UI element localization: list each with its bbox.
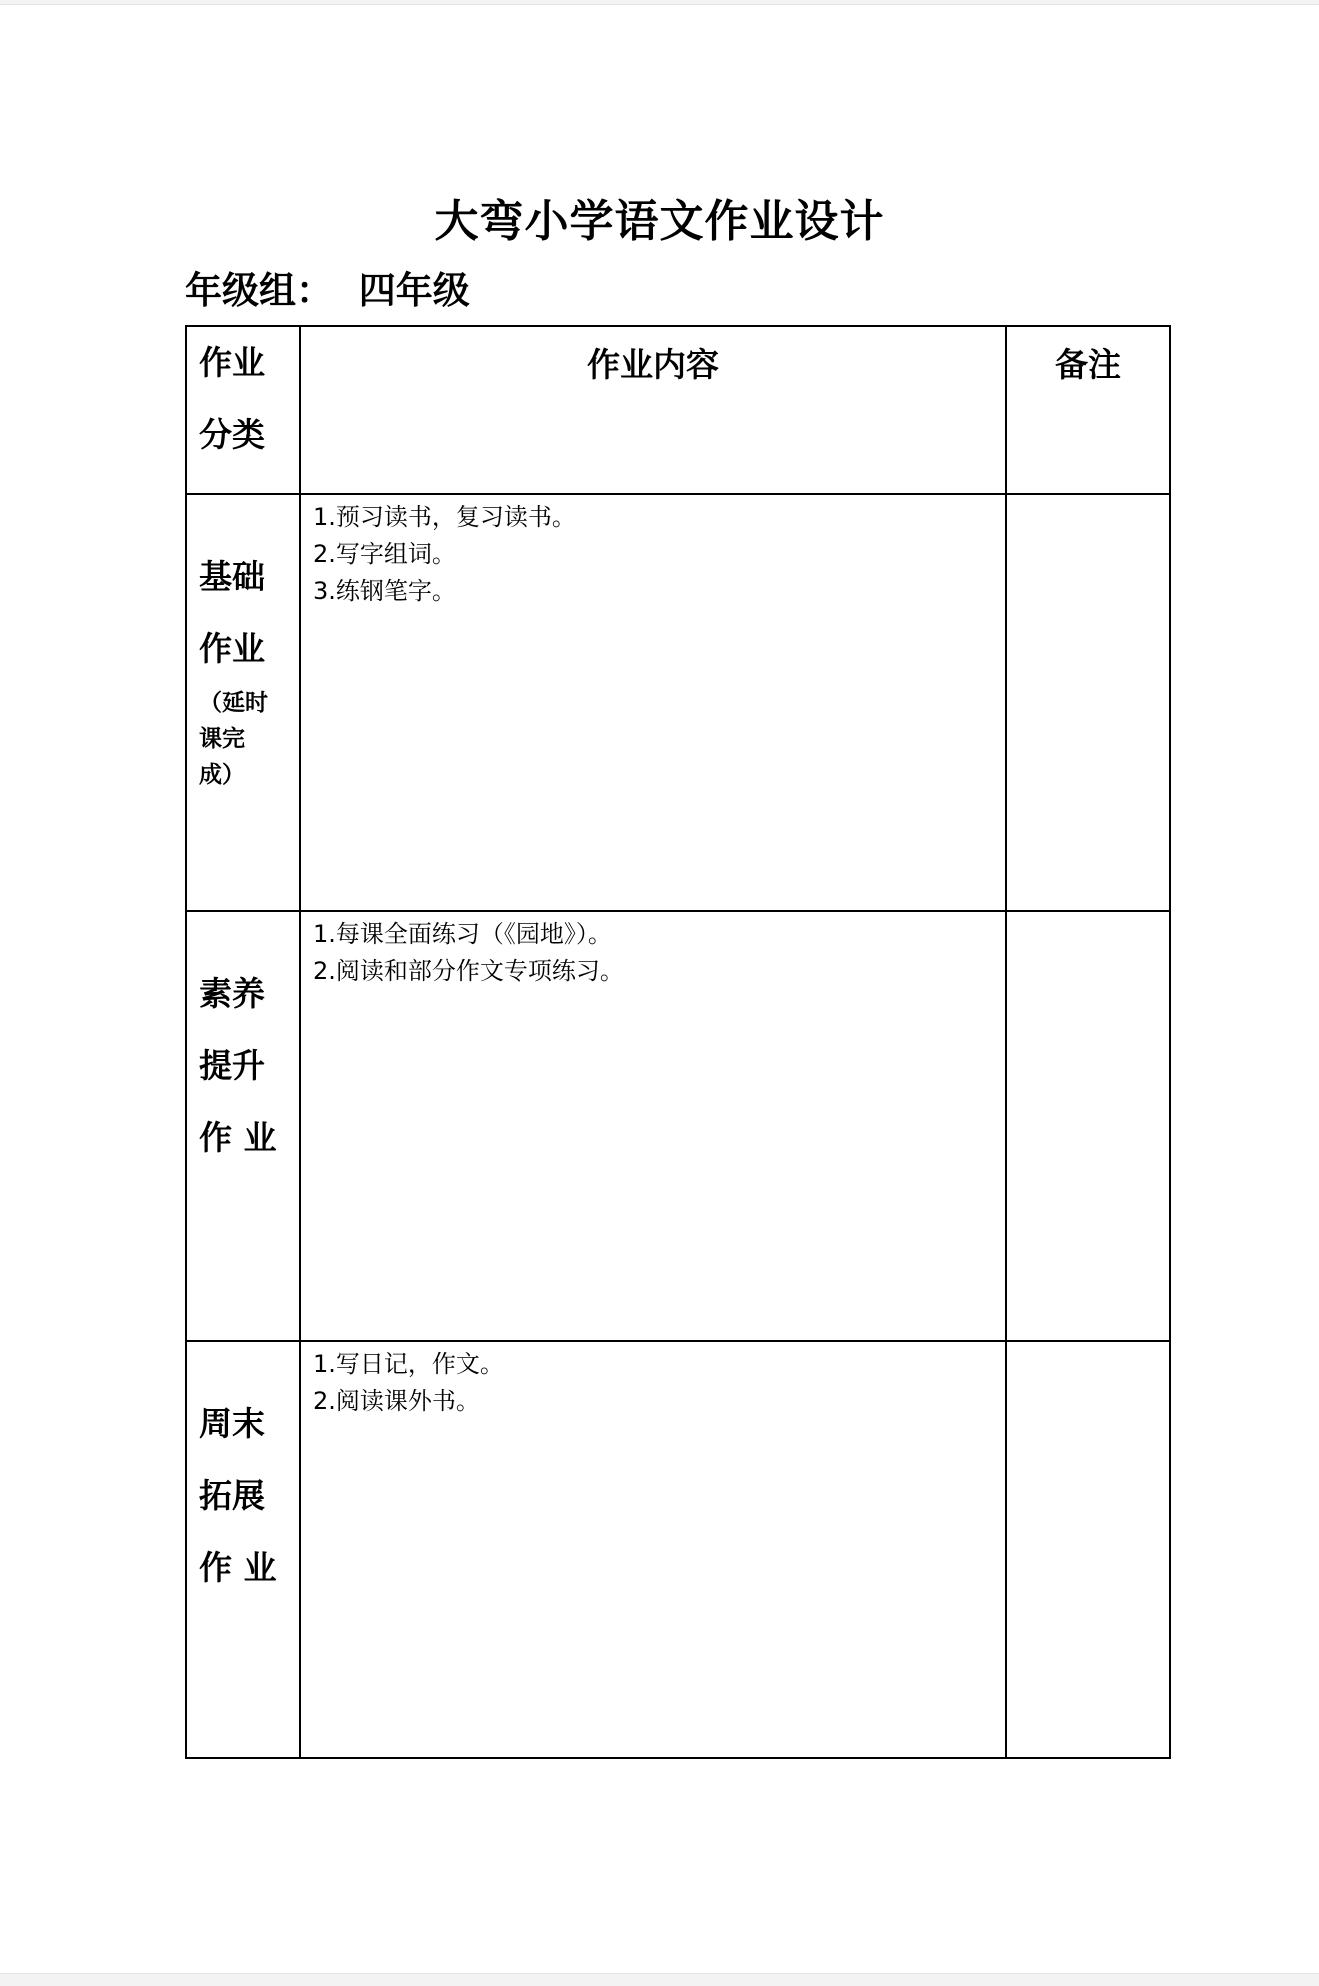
list-item: 1.每课全面练习（《园地》）。 [313,920,612,948]
document-title: 大弯小学语文作业设计 [434,196,885,247]
category-cell-basic [186,494,300,911]
list-item: 2.阅读和部分作文专项练习。 [313,957,624,985]
grade-group-line: 年级组： 四年级 [185,269,470,312]
header-notes-cell [1006,326,1170,494]
notes-cell-literacy [1006,911,1170,1341]
table-row [186,1341,1170,1758]
document-page [0,4,1319,1974]
category-note-basic: （延时课完成） [199,690,268,788]
content-list-basic [301,495,1005,610]
table-row [186,494,1170,911]
header-category-cell [186,326,300,494]
list-item: 2.写字组词。 [313,540,456,568]
list-item: 1.写日记，作文。 [313,1350,504,1378]
table-header-row [186,326,1170,494]
notes-cell-weekend [1006,1341,1170,1758]
content-cell-literacy [300,911,1006,1341]
header-notes-label: 备注 [1055,345,1121,384]
content-cell-basic [300,494,1006,911]
header-content-label: 作业内容 [587,345,719,384]
list-item: 1.预习读书，复习读书。 [313,503,576,531]
content-list-weekend [301,1342,1005,1420]
category-cell-weekend [186,1341,300,1758]
category-label-basic: 基础 作业 [199,557,265,668]
homework-table [185,325,1171,1759]
list-item: 3.练钢笔字。 [313,577,456,605]
category-label-literacy: 素养 提升 作 业 [199,974,277,1157]
content-list-literacy [301,912,1005,990]
list-item: 2.阅读课外书。 [313,1387,480,1415]
table-row [186,911,1170,1341]
header-content-cell [300,326,1006,494]
content-cell-weekend [300,1341,1006,1758]
category-label-weekend: 周末 拓展 作 业 [199,1404,277,1587]
category-cell-literacy [186,911,300,1341]
header-category-label: 作业 分类 [199,343,265,454]
notes-cell-basic [1006,494,1170,911]
